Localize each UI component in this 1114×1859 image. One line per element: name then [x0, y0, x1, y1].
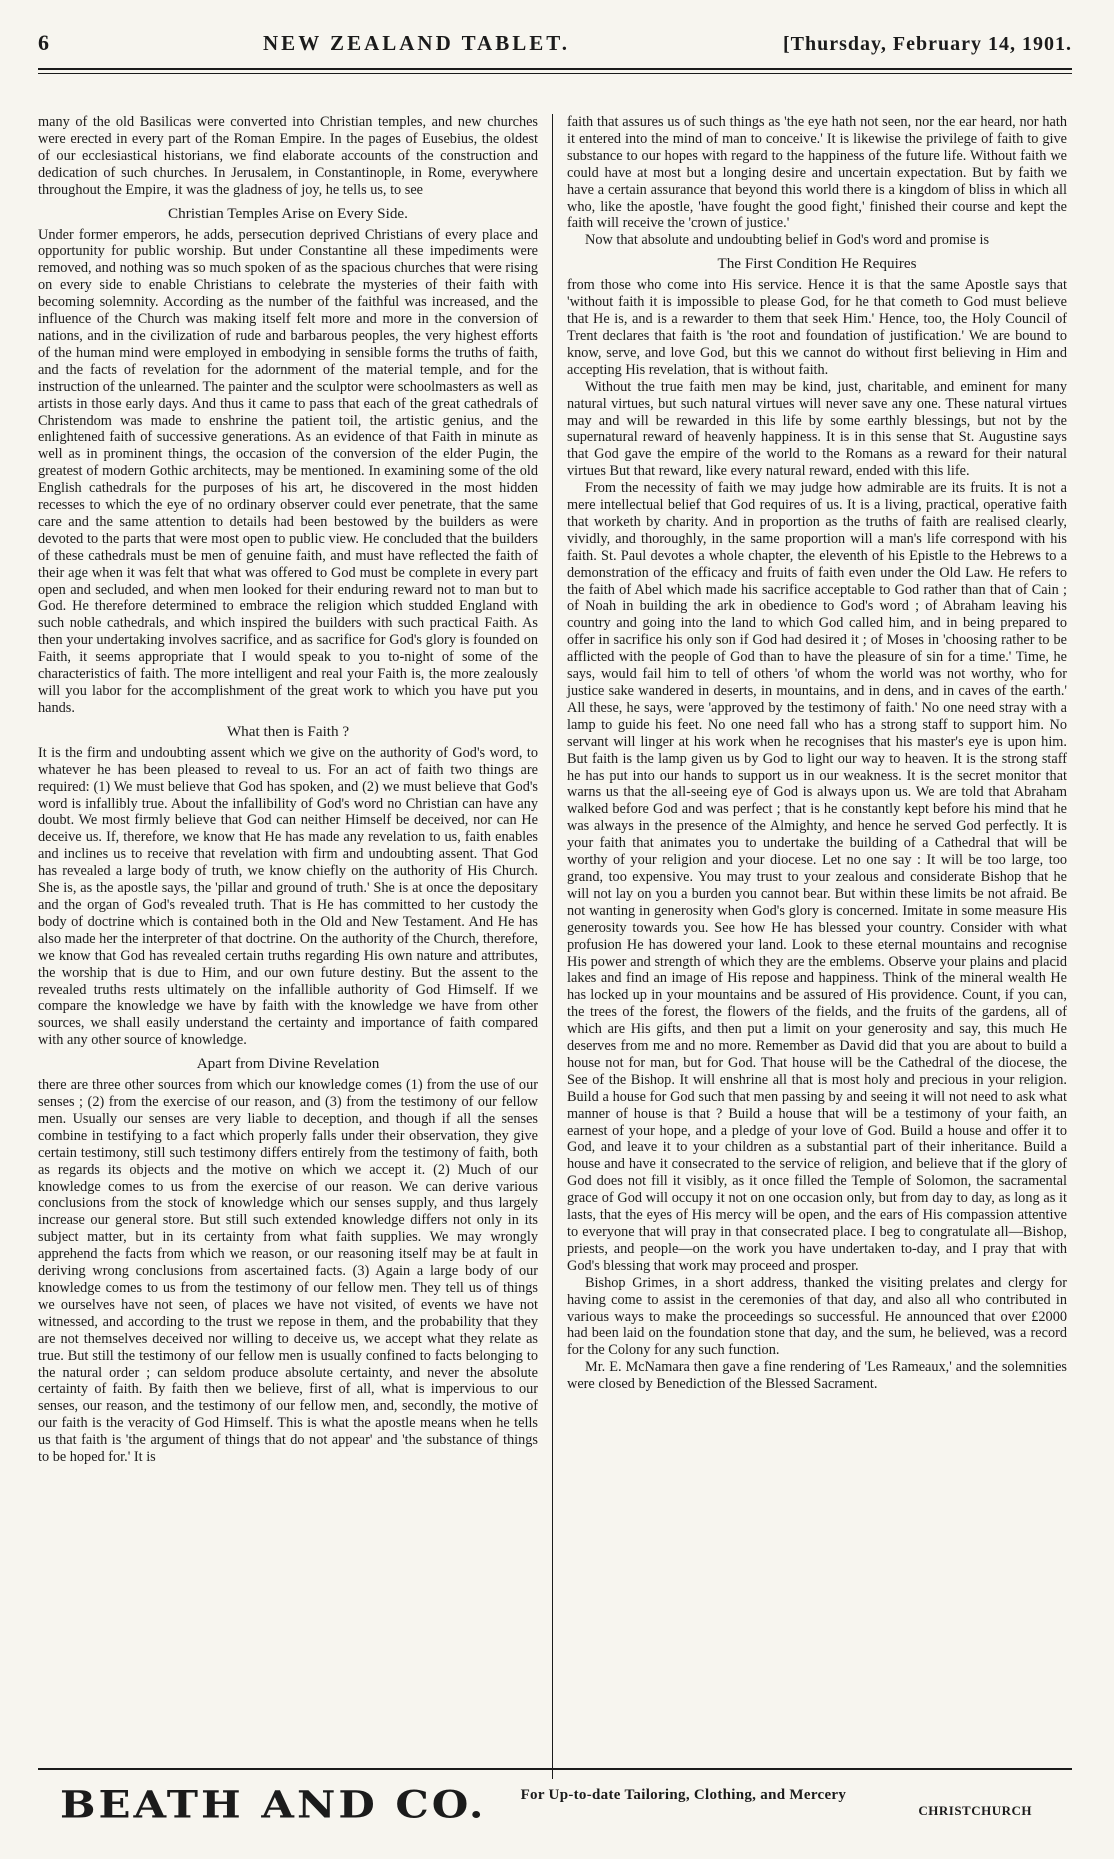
masthead [38, 30, 1072, 70]
publication-title: NEW ZEALAND TABLET. [263, 31, 570, 55]
article-paragraph: from those who come into His service. Hence it is that the same Apostle says that 'without faith it is impossible to please God, for he that cometh to God must believe that He is, and is a rewarder to them that seek Him.' Hence, too, the Holy Council of Trent declares that faith is 'the root and foundation of justification.' We are bound to know, serve, and love God, but this we cannot do without first believing in Him and accepting His revelation, that is without faith. [567, 277, 1067, 378]
article-paragraph: Under former emperors, he adds, persecution deprived Christians of every place and opportunity for public worship. But under Constantine all these impediments were removed, and nothing was so much spoken of as the spacious churches that were rising on every side to enable Christians to celebrate the mysteries of their faith with becoming solemnity. According as the number of the faithful was increased, and the influence of the Church was making itself felt more and more in the conversion of nations, and in the civilization of rude and barbarous peoples, the very highest efforts of the human mind were employed in embodying in sensible forms the truths of faith, and the facts of revelation for the adornment of the material temple, and for the instruction of the unlearned. The painter and the sculptor were schoolmasters as well as artists in those early days. And thus it came to pass that each of the great cathedrals of Christendom was made to enshrine the patient toil, the artistic genius, and the enlightened faith of successive generations. As an evidence of that Faith in minute as well as in prominent things, the occasion of the conversion of the elder Pugin, the greatest of modern Gothic architects, may be mentioned. In examining some of the old English cathedrals for the purposes of his art, he discovered in the most hidden recesses to which the eye of no ordinary observer could ever penetrate, that the same care and the same attention to details had been bestowed by the builders as were devoted to the parts that were most open to public view. He concluded that the builders of these cathedrals must be men of genuine faith, and must have reflected the faith of their age when it was felt that what was offered to God must be complete in every part open and secluded, and when men looked for their enduring reward not to man but to God. He therefore determined to embrace the religion which studded England with such noble cathedrals, and which inspired the builders with such practical Faith. As then your undertaking involves sacrifice, and as sacrifice for God's glory is founded on Faith, it seems appropriate that I would speak to you to-night of some of the characteristics of faith. The more intelligent and real your Faith is, the more zealously will you labor for the accomplishment of the great work to which you have put you hands. [38, 226, 538, 716]
section-heading: Apart from Divine Revelation [196, 1055, 380, 1073]
issue-date: [Thursday, February 14, 1901. [782, 33, 1072, 55]
article-paragraph: faith that assures us of such things as 'the eye hath not seen, nor the ear heard, nor hath it entered into the mind of man to conceive.' It is likewise the privilege of faith to give substance to our hopes with regard to the happiness of the future life. Without faith we could have at most but a longing desire and uncertain expectation. But by faith we have a certain assurance that beyond this world there is a kingdom of bliss in which all who, like the apostle, 'have fought the good fight,' finished their course and kept the faith will receive the 'crown of justice.' [567, 114, 1067, 232]
page-number: 6 [38, 30, 50, 55]
article-paragraph: Now that absolute and undoubting belief in God's word and promise is [585, 232, 990, 249]
article-paragraph: Bishop Grimes, in a short address, thanked the visiting prelates and clergy for having come to assist in the ceremonies of that day, and also all who contributed in various ways to make the proceedings so successful. He announced that over £2000 had been laid on the foundation stone that day, and the sum, he believed, was a record for the Colony for any such function. [567, 1274, 1067, 1359]
footer-rule [38, 1768, 1072, 1770]
section-heading: Christian Temples Arise on Every Side. [168, 204, 408, 222]
section-heading: What then is Faith ? [226, 722, 350, 740]
article-columns [38, 114, 1072, 1779]
article-paragraph: It is the firm and undoubting assent which we give on the authority of God's word, to whatever he has been pleased to reveal to us. For an act of faith two things are required: (1) We must believe that God has spoken, and (2) we must believe that God's word is infallibly true. About the infallibility of God's word no Christian can have any doubt. We most firmly believe that God can neither Himself be deceived, nor can He deceive us. If, therefore, we know that He has made any revelation to us, faith enables and inclines us to receive that revelation with firm and undoubting assent. That God has revealed a large body of truth, we know chiefly on the authority of His Church. She is, as the apostle says, the 'pillar and ground of truth.' She is at once the depositary and the organ of God's revealed truth. That is He has committed to her custody the body of doctrine which is contained both in the Old and New Testament. And He has also made her the interpreter of that doctrine. On the authority of the Church, therefore, we know that God has revealed certain truths regarding His own nature and attributes, the worship that is due to Him, and our own future destiny. But the assent to the revealed truths rests ultimately on the infallible authority of God Himself. If we compare the knowledge we have by faith with the knowledge we have from other sources, we shall easily understand the certainty and importance of faith compared with any other source of knowledge. [38, 744, 538, 1049]
section-heading: The First Condition He Requires [717, 255, 917, 273]
left-column [38, 114, 552, 1779]
article-paragraph: From the necessity of faith we may judge how admirable are its fruits. It is not a mere intellectual belief that God requires of us. It is a living, practical, operative faith that worketh by charity. And in proportion as the truths of faith are realised clearly, vividly, and thoroughly, in the same proportion will a man's life correspond with his faith. St. Paul devotes a whole chapter, the eleventh of his Epistle to the Hebrews to a demonstration of the efficacy and fruits of faith even under the Old Law. He refers to the faith of Abel which made his sacrifice acceptable to God rather than that of Cain ; of Noah in building the ark in obedience to God's word ; of Abraham leaving his country and going into the land to which God called him, and in being prepared to offer in sacrifice his only son if God had desired it ; of Moses in 'choosing rather to be afflicted with the people of God than to have the pleasure of sin for a time.' Time, he says, would fail him to tell of others 'of whom the world was not worthy, who for justice sake wandered in deserts, in mountains, and in dens, and in caves of the earth.' All these, he says, were 'approved by the testimony of faith.' No one need stray with a lamp to guide his feet. No one need fall who has a strong staff to support him. No servant will linger at his work when he recognises that his master's eye is upon him. But faith is the lamp given us by God to light our way to heaven. It is the strong staff he has put into our hands to support us in our weakness. It is the secret monitor that warns us that the all-seeing eye of God is always upon us. We are told that Abraham walked before God and was perfect ; that is he constantly kept before his mind that he was always in the presence of the Almighty, and hence he served God perfectly. It is your faith that animates you to undertake the building of a Cathedral that will be worthy of your religion and your diocese. Let no one say : It will be too large, too grand, too expensive. You may trust to your zealous and considerate Bishop that he will not lay on you a burden you cannot bear. But within these limits be not afraid. Be not wanting in generosity when God's glory is concerned. Imitate in some measure His generosity towards you. See how He has blessed your country. Consider with what profusion He has dowered your land. Look to these eternal mountains and recognise His power and strength of which they are the emblems. Observe your plains and placid lakes and find an image of His repose and happiness. Think of the mineral wealth He has locked up in your mountains and be assured of His providence. Count, if you can, the trees of the forest, the flowers of the fields, and the fruits of the gardens, all of which are His gifts, and then put a limit on your generosity and say, this much He deserves from me and no more. Remember as David did that you are about to build a house not for man, but for God. That house will be the Cathedral of the diocese, the See of the Bishop. It will enshrine all that is most holy and precious in your religion. Build a house for God such that men passing by and seeing it will not need to ask what manner of house is that ? Build a house that will be a testimony of your faith, an earnest of your hope, and a pledge of your love of God. Build a house and offer it to God, and leave it to your children as a substantial part of their inheritance. Build a house and have it consecrated to the service of religion, and believe that if the glory of God does not fill it visibly, as it once filled the Temple of Solomon, the sacramental grace of God will occupy it not on one occasion only, but from day to day, as long as it lasts, that the eyes of His mercy will be open, and the ears of His compassion attentive to everyone that will pray in that consecrated place. I beg to congratulate all—Bishop, priests, and people—on the work you have undertaken to-day, and I pray that with God's blessing that work may proceed and prosper. [567, 480, 1067, 1274]
article-paragraph: there are three other sources from which our knowledge comes (1) from the use of our senses ; (2) from the exercise of our reason, and (3) from the testimony of our fellow men. Usually our senses are very liable to deception, and though if all the senses combine in testifying to a fact which properly falls under their observation, they give certain testimony, still such testimony differs entirely from the testimony of faith, both as regards its objects and the motive on which we accept it. (2) Much of our knowledge comes to us from the exercise of our reason. We can derive various conclusions from the stock of knowledge which our senses supply, and thus largely increase our general store. But still such extended knowledge differs not only in its subject matter, but in its certainty from what faith supplies. We may wrongly apprehend the facts from which we reason, or our reasoning itself may be at fault in deriving wrong conclusions from ascertained facts. (3) Again a large body of our knowledge comes to us from the testimony of our fellow men. They tell us of things we ourselves have not seen, of places we have not visited, of events we have not witnessed, and according to the trust we repose in them, and the probability that they are not themselves deceived nor willing to deceive us, we accept what they relate as true. But still the testimony of our fellow men is usually confined to facts belonging to the natural order ; can seldom produce absolute certainty, and never the absolute certainty of faith. By faith then we believe, first of all, what is impervious to our senses, our reason, and the testimony of our fellow men, and, secondly, the motive of our faith is the veracity of God Himself. This is what the apostle means when he tells us that faith is 'the argument of things that do not appear' and 'the substance of things to be hoped for.' It is [38, 1077, 538, 1466]
advert-brand: BEATH AND CO. [60, 1781, 487, 1827]
advert-city: CHRISTCHURCH [918, 1803, 1032, 1818]
advert-tagline: For Up-to-date Tailoring, Clothing, and Mercery [520, 1786, 847, 1803]
masthead-rule [38, 73, 1072, 74]
article-paragraph: Mr. E. McNamara then gave a fine rendering of 'Les Rameaux,' and the solemnities were closed by Benediction of the Blessed Sacrament. [567, 1359, 1067, 1393]
right-column [552, 114, 1067, 1779]
article-paragraph: many of the old Basilicas were converted into Christian temples, and new churches were erected in every part of the Roman Empire. In the pages of Eusebius, the oldest of our ecclesiastical historians, we find elaborate accounts of the construction and dedication of such churches. In Jerusalem, in Constantinople, in Rome, everywhere throughout the Empire, it was the gladness of joy, he tells us, to see [38, 114, 538, 198]
advertisement-banner [60, 1776, 1072, 1832]
article-paragraph: Without the true faith men may be kind, just, charitable, and eminent for many natural virtues, but such natural virtues will never save any one. These natural virtues may and will be rewarded in this life by some earthly blessings, but not by the supernatural reward of heavenly happiness. It is in this sense that St. Augustine says that God gave the empire of the world to the Romans as a reward for their natural virtues But that reward, like every natural reward, ended with this life. [567, 378, 1067, 480]
